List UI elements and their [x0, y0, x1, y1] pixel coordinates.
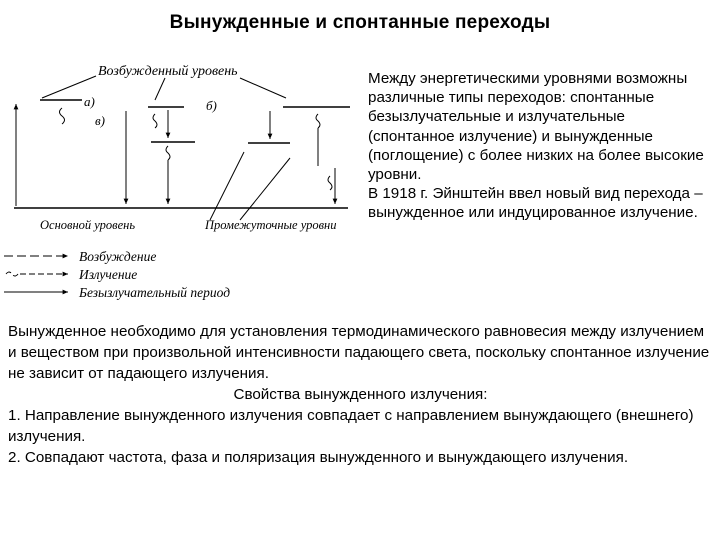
case-label-a: а) [84, 94, 95, 109]
slide-title: Вынужденные и спонтанные переходы [169, 12, 551, 33]
energy-level-diagram [0, 48, 360, 308]
emission-wave-b [153, 114, 157, 128]
intermediate-level-pointers [210, 152, 290, 220]
wavy-arrow-icon [6, 272, 68, 276]
legend-item-nonradiative [4, 285, 230, 300]
excited-level-pointers [42, 76, 286, 100]
energy-levels [14, 100, 350, 208]
legend-label-emission: Излучение [79, 267, 138, 282]
legend-item-emission [6, 267, 137, 282]
intermediate-levels-label: Промежуточные уровни [205, 218, 337, 232]
legend-label-nonradiative: Безызлучательный период [79, 285, 231, 300]
transitions-paragraph-2: В 1918 г. Эйнштейн ввел новый вид перехода – вынужденное или индуцированное излучение. [368, 185, 703, 222]
legend-item-excitation [4, 249, 156, 264]
transitions-paragraph-1: Между энергетическими уровнями возможны различные типы переходов: спонтанные безызлучательные и излучательные (спонтанное излучение) и вынужденные (поглощение) с более низких на более высокие уровни. [368, 70, 704, 184]
legend [4, 249, 230, 300]
transitions-description [368, 69, 713, 223]
emission-wave-a [60, 108, 65, 124]
legend-label-excitation: Возбуждение [79, 249, 157, 264]
property-item-1: 1. Направление вынужденного излучения совпадает с направлением вынуждающего (внешнего) излучения. [8, 407, 694, 445]
ground-level-label: Основной уровень [40, 218, 136, 232]
case-label-b: б) [206, 98, 217, 113]
property-item-2: 2. Совпадают частота, фаза и поляризация вынужденного и вынуждающего излучения. [8, 449, 629, 466]
emission-wave-c [316, 114, 320, 128]
transition-arrows [16, 104, 335, 206]
properties-heading: Свойства вынужденного излучения: [233, 386, 488, 403]
case-label-v: в) [95, 113, 105, 128]
intro-paragraph: Вынужденное необходимо для установления термодинамического равновесия между излучением и веществом при произвольной интенсивности падающего света, поскольку спонтанное излучение не зависит от падающего излучения. [8, 323, 710, 382]
stimulated-emission-section [8, 321, 713, 468]
excited-level-label: Возбужденный уровень [98, 64, 238, 79]
emission-wave-b2 [166, 146, 170, 160]
